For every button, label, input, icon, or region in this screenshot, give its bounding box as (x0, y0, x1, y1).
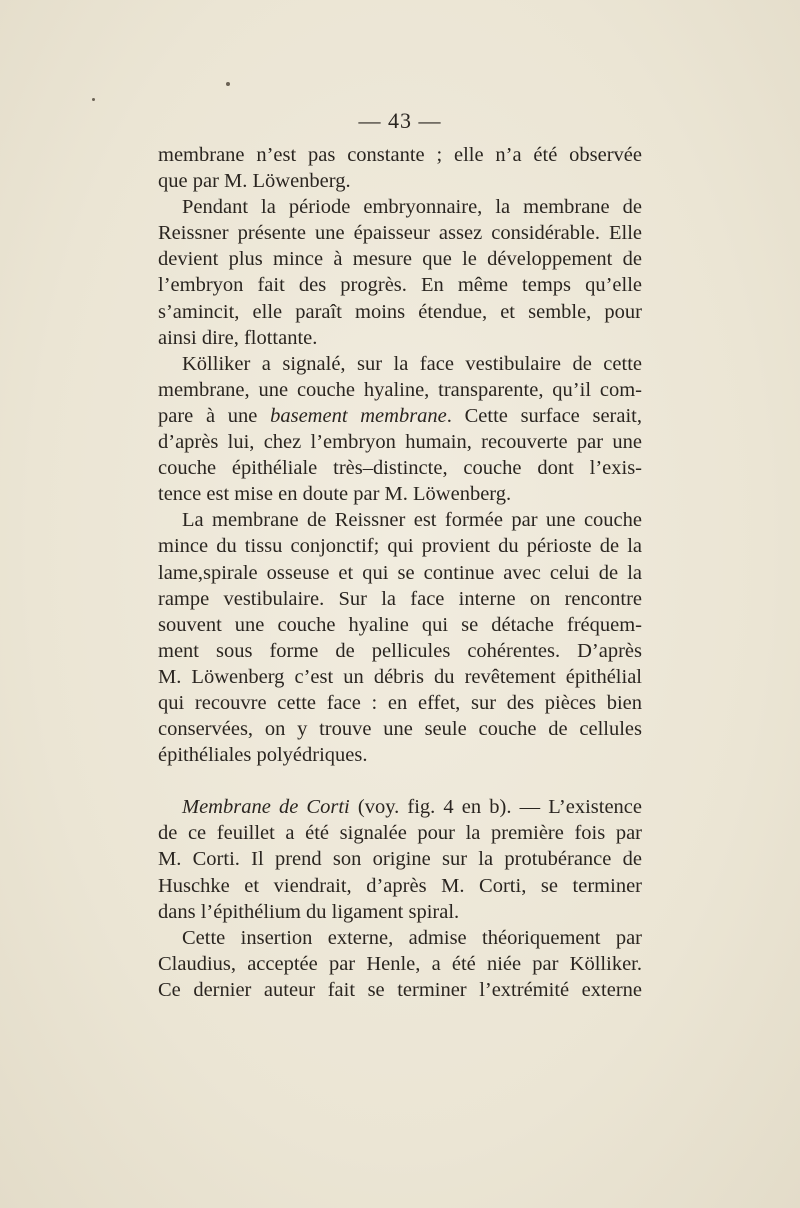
text-line: membrane, une couche hyaline, transparente, qu’il com- (158, 378, 642, 401)
italic-heading: Membrane de Corti (182, 796, 350, 819)
text-line: l’embryon fait des progrès. En même temps qu’elle (158, 274, 642, 297)
text-line: lame,spirale osseuse et qui se continue avec celui de la (158, 561, 642, 584)
paragraph (158, 351, 642, 508)
text-line: devient plus mince à mesure que le développement de (158, 248, 642, 271)
text-line: ment sous forme de pellicules cohérentes. D’après (158, 639, 642, 662)
text-line: La membrane de Reissner est formée par une couche (182, 509, 642, 532)
text-line: épithéliales polyédriques. (158, 744, 368, 767)
text-line: Kölliker a signalé, sur la face vestibulaire de cette (182, 352, 642, 375)
text-line: conservées, on y trouve une seule couche de cellules (158, 718, 642, 741)
text-line-mixed (158, 794, 642, 820)
text-run: . Cette surface serait, (446, 404, 642, 427)
page-number: — 43 — (358, 108, 442, 133)
text-line: membrane n’est pas constante ; elle n’a été observée (158, 144, 642, 166)
body-text (158, 142, 642, 1003)
text-line: couche épithéliale très–distincte, couche dont l’exis- (158, 457, 642, 480)
text-line: souvent une couche hyaline qui se détache fréquem- (158, 613, 642, 636)
text-line: rampe vestibulaire. Sur la face interne on rencontre (158, 587, 642, 610)
paragraph (158, 194, 642, 351)
text-line: qui recouvre cette face : en effet, sur des pièces bien (158, 691, 642, 714)
paragraph (158, 925, 642, 1003)
text-line: dans l’épithélium du ligament spiral. (158, 900, 460, 923)
text-line: M. Corti. Il prend son origine sur la protubérance de (158, 848, 642, 871)
italic-term: basement membrane (270, 404, 447, 427)
text-line: de ce feuillet a été signalée pour la première fois par (158, 822, 642, 845)
text-line-mixed (158, 403, 642, 429)
text-run: pare à une (158, 404, 258, 427)
text-line: d’après lui, chez l’embryon humain, recouverte par une (158, 431, 642, 454)
paragraph (158, 794, 642, 924)
text-line: Ce dernier auteur fait se terminer l’extrémité externe (158, 978, 642, 1001)
text-line: Huschke et viendrait, d’après M. Corti, se terminer (158, 874, 642, 897)
text-line: Cette insertion externe, admise théoriquement par (182, 926, 642, 949)
paragraph (158, 142, 642, 194)
text-line: tence est mise en doute par M. Löwenberg. (158, 483, 512, 506)
text-line: Pendant la période embryonnaire, la membrane de (182, 196, 642, 219)
text-line: mince du tissu conjonctif; qui provient du périoste de la (158, 535, 642, 558)
section-gap (158, 768, 642, 794)
text-line: Claudius, acceptée par Henle, a été niée par Kölliker. (158, 952, 642, 975)
text-line: que par M. Löwenberg. (158, 170, 351, 193)
ink-speck (226, 82, 230, 86)
ink-speck (92, 98, 95, 101)
paragraph (158, 507, 642, 768)
text-line: s’amincit, elle paraît moins étendue, et semble, pour (158, 300, 642, 323)
text-line: ainsi dire, flottante. (158, 326, 318, 349)
text-line: Reissner présente une épaisseur assez considérable. Elle (158, 222, 642, 245)
text-line: M. Löwenberg c’est un débris du revêtement épithélial (158, 665, 642, 688)
text-run: (voy. fig. 4 en b). — L’existence (349, 796, 642, 819)
